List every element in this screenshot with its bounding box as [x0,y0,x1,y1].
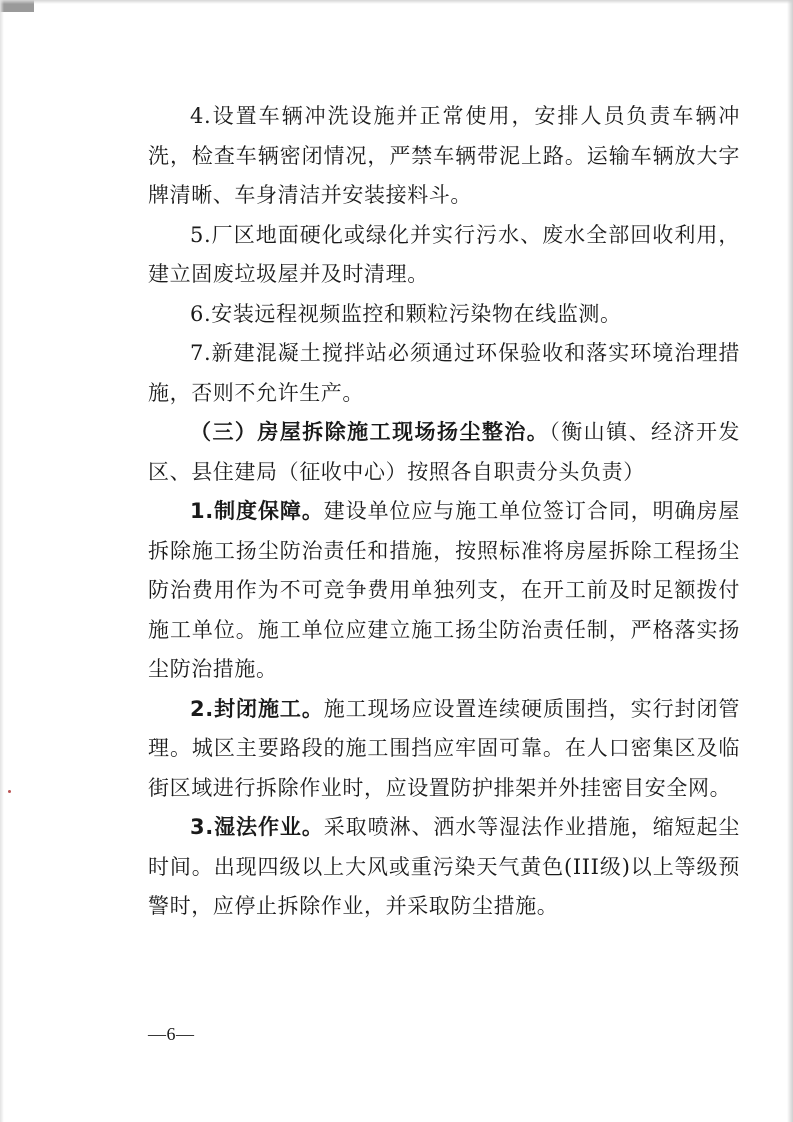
paragraph-wet-operation [148,808,740,927]
document-body [148,97,740,927]
scan-edge-left [0,0,4,1122]
paragraph-text: 采取喷淋、洒水等湿法作业措施，缩短起尘时间。出现四级以上大风或重污染天气黄色(III级)以上等级预警时，应停止拆除作业，并采取防尘措施。 [148,815,740,918]
paragraph-text: 5.厂区地面硬化或绿化并实行污水、废水全部回收利用，建立固废垃圾屋并及时清理。 [148,222,740,286]
paragraph-text: 7.新建混凝土搅拌站必须通过环保验收和落实环境治理措施，否则不允许生产。 [148,341,740,405]
paragraph-item-5 [148,216,740,295]
paragraph-text: 建设单位应与施工单位签订合同，明确房屋拆除施工扬尘防治责任和措施，按照标准将房屋拆除工程扬尘防治费用作为不可竞争费用单独列支，在开工前及时足额拨付施工单位。施工单位应建立施工扬尘防治责任制，严格落实扬尘防治措施。 [148,499,740,681]
scan-edge-right [787,0,793,1122]
paragraph-text: 施工现场应设置连续硬质围挡，实行封闭管理。城区主要路段的施工围挡应牢固可靠。在人口密集区及临街区域进行拆除作业时，应设置防护排架并外挂密目安全网。 [148,696,740,800]
paragraph-item-6 [148,295,740,335]
paragraph-lead: 3.湿法作业。 [190,815,324,839]
paragraph-system-guarantee [148,492,740,690]
paragraph-lead: 1.制度保障。 [190,499,324,523]
paragraph-enclosed-construction [148,690,740,809]
paragraph-text: 4.设置车辆冲洗设施并正常使用，安排人员负责车辆冲洗，检查车辆密闭情况，严禁车辆带泥上路。运输车辆放大字牌清晰、车身清洁并安装接料斗。 [148,104,740,207]
paragraph-text: 6.安装远程视频监控和颗粒污染物在线监测。 [190,301,622,326]
paragraph-item-7 [148,334,740,413]
paragraph-item-4 [148,97,740,216]
paragraph-lead: 2.封闭施工。 [190,696,324,721]
section-heading-title: （三）房屋拆除施工现场扬尘整治。 [190,420,550,444]
section-heading-responsibility: （衡山镇、经济开发区、县住建局（征收中心）按照各自职责分头负责） [148,420,740,484]
scan-speck [8,790,11,793]
scan-edge-top [0,0,793,4]
page-number: —6— [148,1024,195,1044]
section-heading-3 [148,413,740,492]
